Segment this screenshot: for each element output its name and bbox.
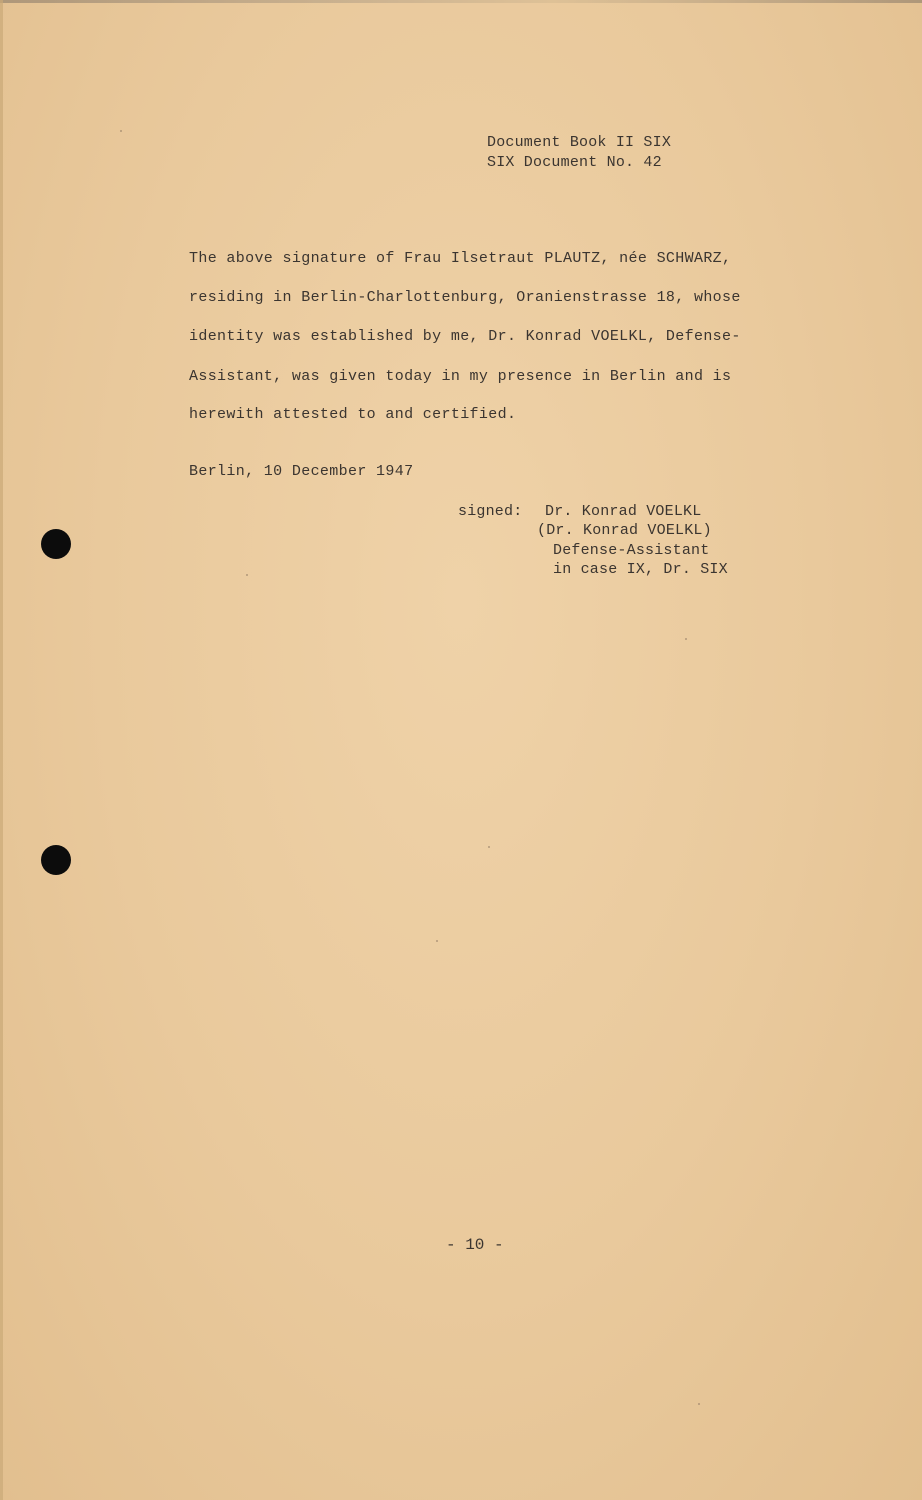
paper-speck [488, 846, 490, 848]
place-date: Berlin, 10 December 1947 [189, 463, 414, 480]
page-left-edge [0, 0, 3, 1500]
page-number: - 10 - [446, 1236, 504, 1254]
paper-speck [685, 638, 687, 640]
paper-speck [120, 130, 122, 132]
certification-line-4: Assistant, was given today in my presence in Berlin and is [189, 368, 732, 385]
punch-hole-lower [41, 845, 71, 875]
signer-name-parenthetical: (Dr. Konrad VOELKL) [537, 522, 712, 539]
signed-label: signed: [458, 503, 523, 520]
certification-line-5: herewith attested to and certified. [189, 406, 517, 423]
page-top-edge [0, 0, 922, 3]
certification-line-3: identity was established by me, Dr. Konrad VOELKL, Defense- [189, 328, 741, 345]
paper-speck [246, 574, 248, 576]
certification-line-2: residing in Berlin-Charlottenburg, Oranienstrasse 18, whose [189, 289, 741, 306]
document-book-label: Document Book II SIX [487, 134, 672, 151]
certification-line-1: The above signature of Frau Ilsetraut PLAUTZ, née SCHWARZ, [189, 250, 732, 267]
signer-case: in case IX, Dr. SIX [553, 561, 728, 578]
signer-title: Defense-Assistant [553, 542, 710, 559]
paper-speck [698, 1403, 700, 1405]
signer-name: Dr. Konrad VOELKL [545, 503, 702, 520]
document-number-label: SIX Document No. 42 [487, 154, 662, 171]
paper-speck [436, 940, 438, 942]
punch-hole-upper [41, 529, 71, 559]
